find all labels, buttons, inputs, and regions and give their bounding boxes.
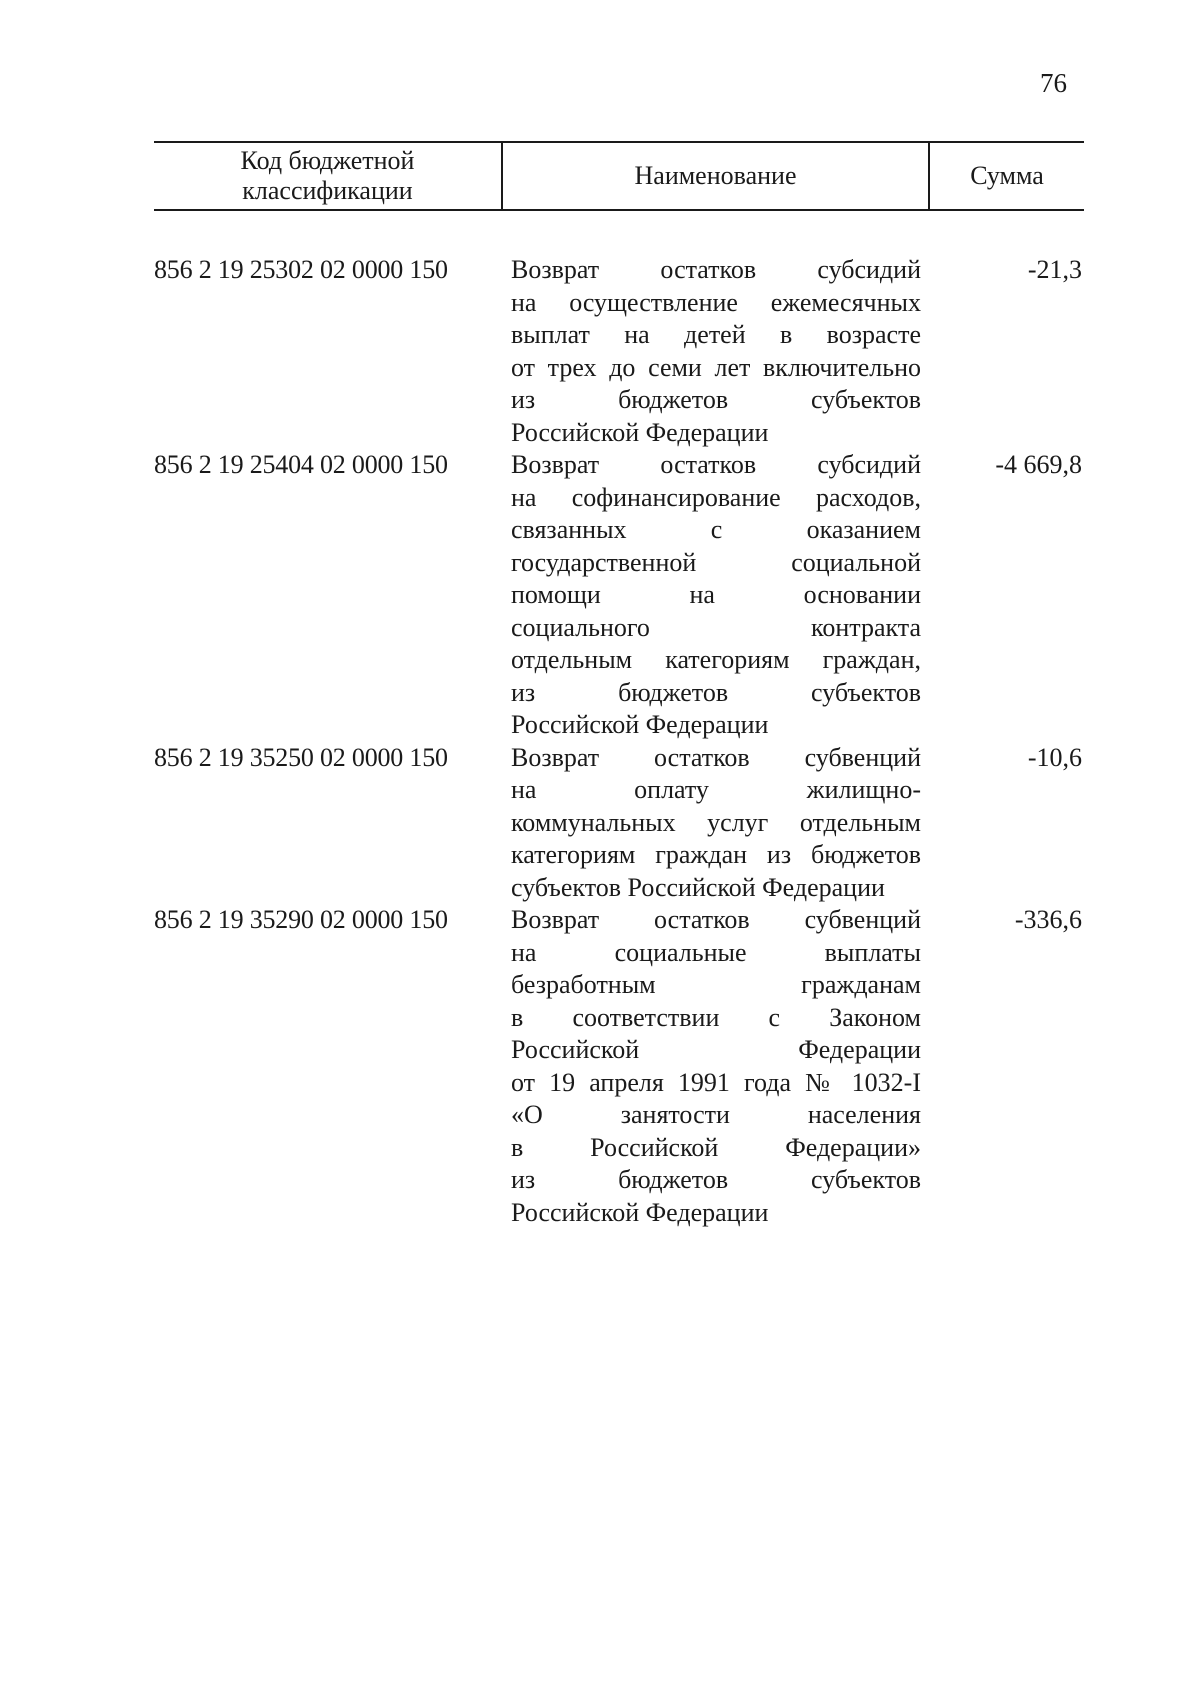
item-name [511,254,921,449]
budget-code: 856 2 19 25302 02 0000 150 [154,255,448,284]
item-name-line: Возврат остатков субвенций [511,742,921,772]
item-sum: -10,6 [1027,742,1082,772]
item-name-line: Российской Федерации [511,710,769,739]
item-name-line: Российской Федерации [511,417,769,447]
item-name-line: субъектов Российской Федерации [511,872,885,902]
item-name-line: Российской Федерации [511,1035,921,1064]
item-name-line: выплат на детей в возрасте [511,320,921,349]
item-name-line: Возврат остатков субсидий [511,255,921,284]
table-header [154,141,1084,211]
page-number: 76 [1040,68,1067,98]
item-name-line: в соответствии с Законом [511,1002,921,1032]
item-sum: -21,3 [1027,255,1082,284]
header-code: Код бюджетной классификации [240,146,415,205]
item-name-line: от трех до семи лет включительно [511,352,921,382]
budget-code: 856 2 19 25404 02 0000 150 [154,450,448,479]
table-row [154,742,1084,905]
item-name [511,449,921,742]
item-name-line: от 19 апреля 1991 года № 1032-I [511,1067,921,1097]
table-row [154,449,1084,742]
item-name-line: на социальные выплаты [511,937,921,967]
item-name-line: социального контракта [511,612,921,642]
item-name-line: на софинансирование расходов, [511,482,921,512]
table-row [154,254,1084,449]
header-sum: Сумма [970,161,1044,190]
item-name-line: категориям граждан из бюджетов [511,840,921,869]
item-name-line: связанных с оказанием [511,515,921,544]
item-name-line: в Российской Федерации» [511,1132,921,1162]
item-name-line: из бюджетов субъектов [511,385,921,414]
item-name [511,904,921,1229]
item-sum: -336,6 [1014,905,1082,934]
item-name-line: отдельным категориям граждан, [511,645,921,674]
item-name-line: безработным гражданам [511,970,921,999]
header-name: Наименование [501,143,930,209]
item-name-line: на осуществление ежемесячных [511,287,921,317]
item-name-line: «О занятости населения [511,1100,921,1129]
item-sum: -4 669,8 [995,450,1082,479]
item-name-line: Возврат остатков субсидий [511,450,921,479]
item-name-line: Возврат остатков субвенций [511,905,921,934]
item-name-line: государственной социальной [511,547,921,577]
item-name-line: из бюджетов субъектов [511,677,921,707]
table-body [154,254,1084,1229]
item-name [511,742,921,905]
budget-code: 856 2 19 35290 02 0000 150 [154,905,448,934]
item-name-line: Российской Федерации [511,1197,769,1227]
item-name-line: на оплату жилищно- [511,775,921,804]
table-row [154,904,1084,1229]
budget-code: 856 2 19 35250 02 0000 150 [154,742,448,772]
item-name-line: из бюджетов субъектов [511,1165,921,1194]
item-name-line: помощи на основании [511,580,921,609]
item-name-line: коммунальных услуг отдельным [511,807,921,837]
